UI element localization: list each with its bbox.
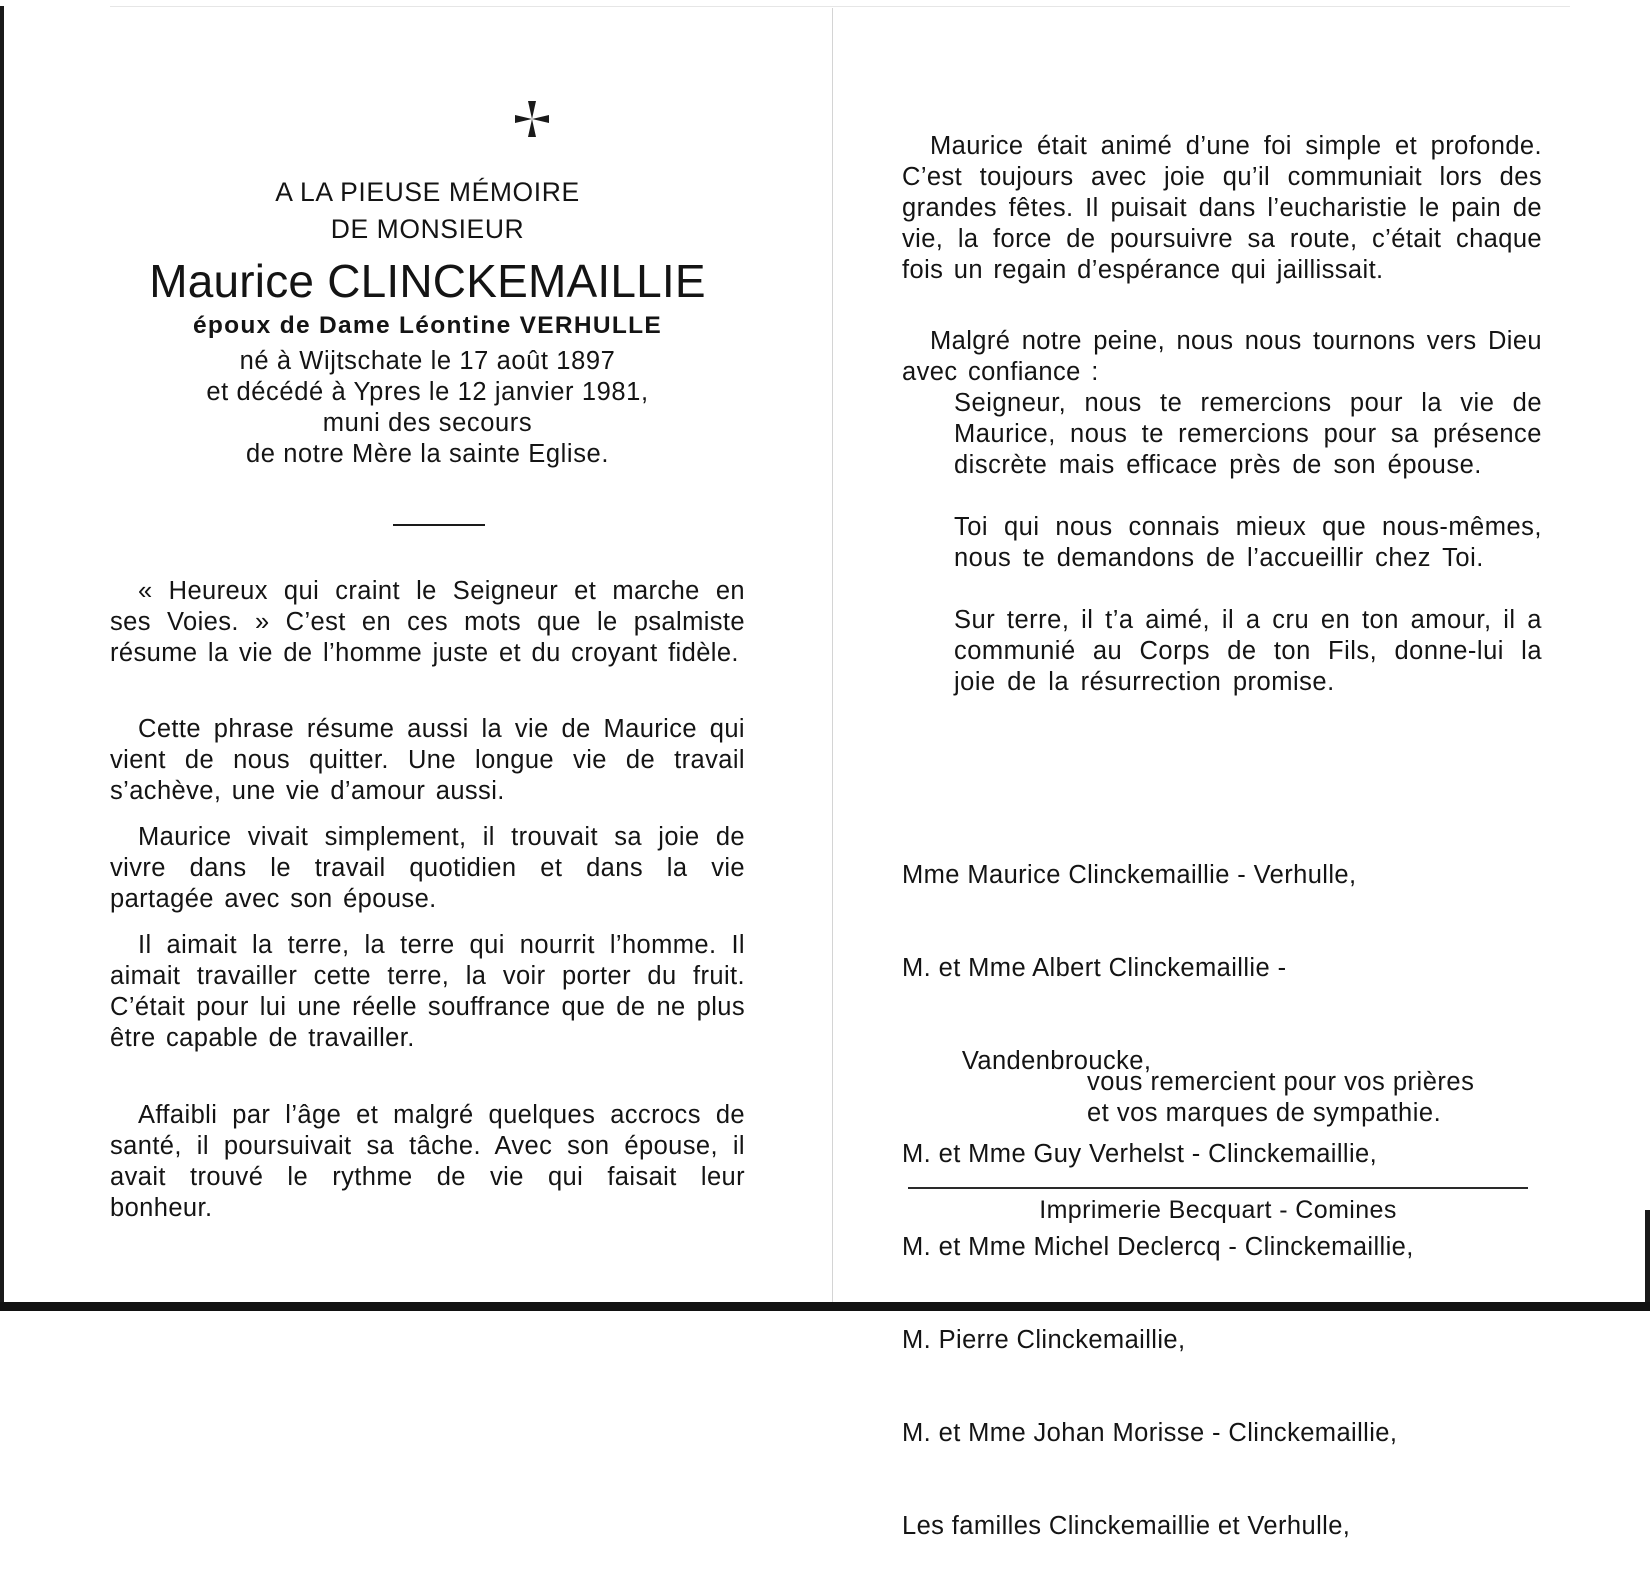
family-member: Mme Maurice Clinckemaillie - Verhulle, — [902, 861, 1357, 889]
card-left-edge — [0, 6, 4, 1302]
family-member: Les familles Clinckemaillie et Verhulle, — [902, 1512, 1351, 1540]
sacraments-line: muni des secours — [322, 409, 533, 437]
separator-rule — [393, 524, 485, 526]
thanks-line1: vous remercient pour vos prières — [1087, 1068, 1475, 1096]
death-line: et décédé à Ypres le 12 janvier 1981, — [206, 378, 649, 406]
thanks-line2: et vos marques de sympathie. — [1087, 1099, 1442, 1127]
memorial-heading-line2: DE MONSIEUR — [330, 214, 525, 244]
confidence-paragraph: Malgré notre peine, nous nous tournons vers Dieu avec confiance : — [902, 327, 1542, 386]
family-member: M. et Mme Johan Morisse - Clinckemaillie, — [902, 1419, 1398, 1447]
body-paragraph: Cette phrase résume aussi la vie de Maurice qui vient de nous quitter. Une longue vie de travail s’achève, une vie d’amour aussi. — [110, 715, 745, 805]
card-fold-line — [832, 8, 833, 1302]
printer-credit: Imprimerie Becquart - Comines — [1039, 1196, 1397, 1224]
family-member: M. Pierre Clinckemaillie, — [902, 1326, 1186, 1354]
body-paragraph: Maurice vivait simplement, il trouvait sa joie de vivre dans le travail quotidien et dans la vie partagée avec son épouse. — [110, 823, 745, 913]
family-member: Vandenbroucke, — [902, 1047, 1152, 1075]
birth-line: né à Wijtschate le 17 août 1897 — [239, 347, 616, 375]
prayer-paragraph: Toi qui nous connais mieux que nous-mêmes, nous te demandons de l’accueillir chez Toi. — [954, 513, 1542, 572]
family-list — [902, 798, 1414, 1573]
spouse-line: époux de Dame Léontine VERHULLE — [192, 312, 663, 339]
card-top-edge — [110, 6, 1570, 7]
body-paragraph: Il aimait la terre, la terre qui nourrit l’homme. Il aimait travailler cette terre, la voir porter du fruit. C’était pour lui une réelle souffrance que de ne plus être capable de travailler. — [110, 931, 745, 1052]
faith-paragraph: Maurice était animé d’une foi simple et profonde. C’est toujours avec joie qu’il communiait lors des grandes fêtes. Il puisait dans l’eucharistie le pain de vie, la force de poursuivre sa route, c’était chaque fois un regain d’espérance qui jaillissait. — [902, 132, 1542, 284]
family-member: M. et Mme Michel Declercq - Clinckemaillie, — [902, 1233, 1414, 1261]
church-line: de notre Mère la sainte Eglise. — [245, 440, 610, 468]
printer-rule — [908, 1187, 1528, 1189]
memorial-heading-line1: A LA PIEUSE MÉMOIRE — [275, 177, 580, 207]
prayer-paragraph: Seigneur, nous te remercions pour la vie de Maurice, nous te remercions pour sa présence discrète mais efficace près de son épouse. — [954, 389, 1542, 479]
cross-icon — [514, 100, 550, 138]
family-member: M. et Mme Albert Clinckemaillie - — [902, 954, 1287, 982]
deceased-name: Maurice CLINCKEMAILLIE — [149, 255, 706, 307]
card-right-edge — [1645, 1210, 1650, 1310]
prayer-paragraph: Sur terre, il t’a aimé, il a cru en ton amour, il a communié au Corps de ton Fils, donne-lui la joie de la résurrection promise. — [954, 606, 1542, 696]
family-member: M. et Mme Guy Verhelst - Clinckemaillie, — [902, 1140, 1378, 1168]
body-paragraph: Affaibli par l’âge et malgré quelques accrocs de santé, il poursuivait sa tâche. Avec son épouse, il avait trouvé le rythme de vie qui faisait leur bonheur. — [110, 1101, 745, 1222]
body-paragraph: « Heureux qui craint le Seigneur et marche en ses Voies. » C’est en ces mots que le psalmiste résume la vie de l’homme juste et du croyant fidèle. — [110, 577, 745, 667]
